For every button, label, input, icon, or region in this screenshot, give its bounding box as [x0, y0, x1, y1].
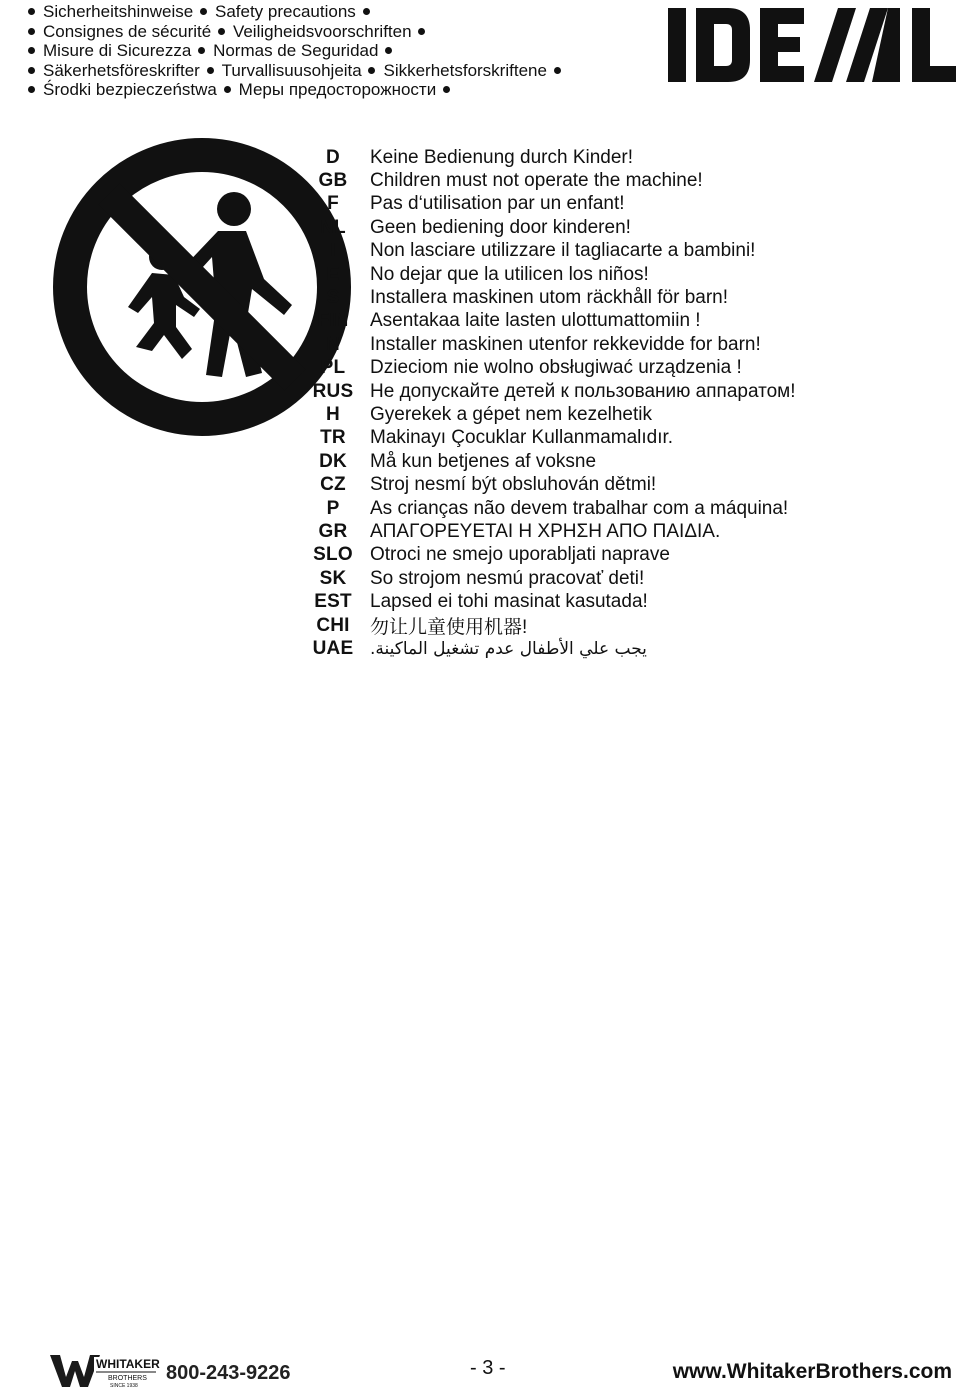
- warning-text: Children must not operate the machine!: [370, 170, 703, 192]
- whitaker-logo-text: WHITAKER: [96, 1357, 160, 1371]
- warning-row: [308, 263, 948, 286]
- language-code: F: [327, 193, 339, 215]
- warning-text: Makinayı Çocuklar Kullanmamalıdır.: [370, 427, 674, 449]
- warning-row: [308, 169, 948, 192]
- language-code: SK: [319, 567, 347, 589]
- language-code: FIN: [317, 310, 349, 332]
- bullet-icon: [198, 47, 205, 54]
- bullet-icon: [554, 67, 561, 74]
- warning-row: [308, 520, 948, 543]
- no-children-prohibition-icon: [52, 137, 352, 437]
- warning-text: So strojom nesmú pracovať deti!: [370, 567, 645, 589]
- header-phrase: Normas de Seguridad: [213, 41, 379, 60]
- warning-row: [308, 380, 948, 403]
- bullet-icon: [28, 67, 35, 74]
- warning-row: [308, 286, 948, 309]
- header-phrase: Veiligheidsvoorschriften: [232, 21, 412, 41]
- header-line: [26, 22, 666, 42]
- header-phrase: Safety precautions: [214, 2, 356, 21]
- warning-text: As crianças não devem trabalhar com a máquina!: [370, 497, 789, 519]
- header-phrase: Меры предосторожности: [238, 80, 437, 99]
- bullet-icon: [28, 86, 35, 93]
- language-code: E: [326, 263, 340, 285]
- whitaker-logo-since: SINCE 1938: [110, 1383, 138, 1389]
- whitaker-logo: [48, 1353, 160, 1389]
- bullet-icon: [200, 8, 207, 15]
- header-line: [26, 2, 666, 22]
- language-code: SLO: [313, 544, 353, 566]
- warning-row: [308, 216, 948, 239]
- warning-text: Не допускайте детей к пользованию аппаратом!: [370, 380, 796, 402]
- warning-text: Lapsed ei tohi masinat kasutada!: [370, 591, 648, 613]
- warning-row: [308, 193, 948, 216]
- no-children-sign: [52, 137, 352, 437]
- language-code: S: [326, 287, 340, 309]
- header-phrase: Turvallisuusohjeita: [221, 60, 362, 80]
- warning-row: [308, 427, 948, 450]
- header-phrase: Środki bezpieczeństwa: [43, 80, 217, 99]
- header-line: [26, 80, 666, 100]
- language-code: UAE: [312, 637, 354, 659]
- warning-text: Pas d‘utilisation par un enfant!: [370, 193, 625, 215]
- header-phrase: Säkerhetsföreskrifter: [43, 60, 200, 80]
- header-line: [26, 61, 666, 81]
- warning-text: يجب علي الأطفال عدم تشغيل الماكينة.: [370, 638, 647, 659]
- phone-number: 800-243-9226: [166, 1362, 291, 1384]
- language-code: N: [326, 333, 340, 355]
- warning-text: ΑΠΑΓΟΡΕΥΕΤΑΙ Η ΧΡΗΣΗ ΑΠΟ ΠΑΙΔΙΑ.: [370, 520, 721, 542]
- warning-row: [308, 614, 948, 637]
- safety-header: [26, 2, 666, 100]
- language-code: CZ: [320, 474, 346, 496]
- bullet-icon: [224, 86, 231, 93]
- warning-row: [308, 240, 948, 263]
- warning-row: [308, 146, 948, 169]
- warning-row: [308, 333, 948, 356]
- warning-row: [308, 567, 948, 590]
- language-code: GR: [318, 520, 348, 542]
- warning-text: Keine Bedienung durch Kinder!: [370, 146, 634, 168]
- bullet-icon: [218, 28, 225, 35]
- warning-text: Dzieciom nie wolno obsługiwać urządzenia !: [370, 357, 742, 379]
- warning-text: Installera maskinen utom räckhåll för barn!: [370, 287, 728, 309]
- warning-text: Gyerekek a gépet nem kezelhetik: [370, 403, 652, 425]
- page-number: - 3 -: [470, 1357, 506, 1379]
- header-phrase: Consignes de sécurité: [43, 21, 212, 41]
- warning-text: Otroci ne smejo uporabljati naprave: [370, 544, 670, 566]
- language-code: DK: [319, 450, 347, 472]
- warning-row: [308, 637, 948, 660]
- warning-row: [308, 310, 948, 333]
- warning-text: No dejar que la utilicen los niños!: [370, 263, 649, 285]
- warning-list: [308, 146, 948, 661]
- language-code: RUS: [312, 380, 354, 402]
- warning-text: Stroj nesmí být obsluhován dětmi!: [370, 474, 657, 496]
- warning-row: [308, 590, 948, 613]
- bullet-icon: [28, 47, 35, 54]
- bullet-icon: [28, 28, 35, 35]
- language-code: EST: [314, 591, 352, 613]
- warning-text: Geen bediening door kinderen!: [370, 216, 631, 238]
- bullet-icon: [418, 28, 425, 35]
- language-code: CHI: [316, 614, 350, 636]
- warning-row: [308, 403, 948, 426]
- whitaker-logo-sub: BROTHERS: [108, 1375, 147, 1382]
- ideal-logo-graphic: [668, 8, 956, 82]
- warning-row: [308, 450, 948, 473]
- language-code: GB: [318, 170, 348, 192]
- warning-row: [308, 544, 948, 567]
- ideal-logo: [668, 8, 956, 82]
- header-line: [26, 41, 666, 61]
- warning-text: 勿让儿童使用机器!: [370, 617, 528, 639]
- bullet-icon: [28, 8, 35, 15]
- bullet-icon: [207, 67, 214, 74]
- language-code: P: [326, 497, 340, 519]
- bullet-icon: [385, 47, 392, 54]
- website-url: www.WhitakerBrothers.com: [672, 1360, 952, 1383]
- language-code: NL: [320, 216, 346, 238]
- warning-text: Må kun betjenes af voksne: [370, 450, 597, 472]
- header-phrase: Sicherheitshinweise: [43, 2, 194, 21]
- warning-text: Non lasciare utilizzare il tagliacarte a bambini!: [370, 240, 756, 262]
- header-phrase: Misure di Sicurezza: [43, 41, 192, 60]
- warning-text: Installer maskinen utenfor rekkevidde for barn!: [370, 333, 761, 355]
- warning-row: [308, 357, 948, 380]
- bullet-icon: [363, 8, 370, 15]
- language-code: I: [330, 240, 336, 262]
- header-phrase: Sikkerhetsforskriftene: [383, 60, 547, 80]
- language-code: H: [326, 403, 340, 425]
- warning-row: [308, 497, 948, 520]
- warning-row: [308, 473, 948, 496]
- bullet-icon: [368, 67, 375, 74]
- language-code: PL: [320, 357, 346, 379]
- language-code: TR: [320, 427, 346, 449]
- whitaker-logo-graphic: [48, 1353, 160, 1389]
- language-code: D: [326, 146, 340, 168]
- warning-text: Asentakaa laite lasten ulottumattomiin !: [370, 310, 701, 332]
- bullet-icon: [443, 86, 450, 93]
